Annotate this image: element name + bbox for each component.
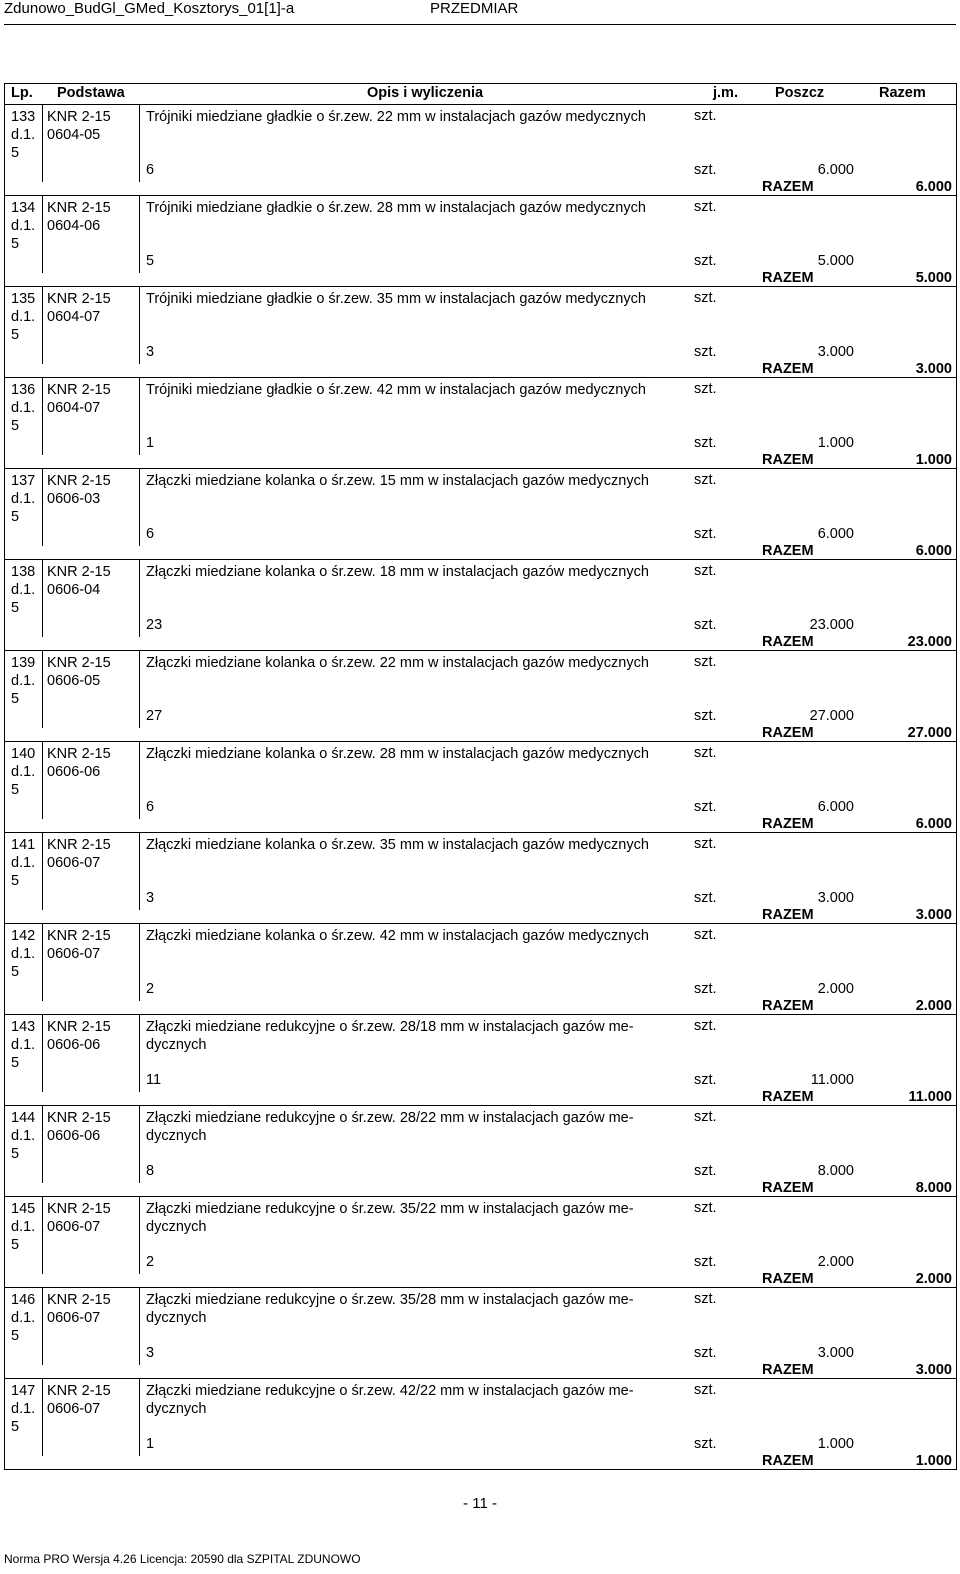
table-row xyxy=(5,1288,956,1379)
item-basis xyxy=(47,1018,111,1054)
item-number xyxy=(11,199,35,253)
total-label: RAZEM xyxy=(762,1453,814,1469)
item-basis xyxy=(47,563,111,599)
item-number-main: 147 xyxy=(11,1383,36,1399)
total-amount: 3.000 xyxy=(915,907,952,923)
item-number xyxy=(11,1018,35,1072)
total-amount: 23.000 xyxy=(907,634,952,650)
item-number-main: 134 xyxy=(11,200,36,216)
table-row xyxy=(5,924,956,1015)
item-basis xyxy=(47,199,111,235)
description-line: Złączki miedziane redukcyjne o śr.zew. 35/28 mm w instalacjach gazów me- xyxy=(146,1292,634,1308)
total-label: RAZEM xyxy=(762,816,814,832)
calculation-unit: szt. xyxy=(694,890,717,906)
item-basis xyxy=(47,1200,111,1236)
item-number-main: 139 xyxy=(11,655,36,671)
calculation-value: 6 xyxy=(146,799,155,815)
item-unit: szt. xyxy=(694,654,717,670)
item-number-section: d.1. xyxy=(11,855,36,871)
total-label: RAZEM xyxy=(762,634,814,650)
item-number-sub: 5 xyxy=(11,600,20,616)
item-number-sub: 5 xyxy=(11,1237,20,1253)
column-divider xyxy=(139,196,140,273)
item-number xyxy=(11,1291,35,1345)
item-unit: szt. xyxy=(694,1291,717,1307)
column-divider xyxy=(139,287,140,364)
partial-amount: 6.000 xyxy=(817,162,854,178)
item-number xyxy=(11,472,35,526)
table-header xyxy=(5,84,956,105)
basis-catalog: KNR 2-15 xyxy=(47,837,111,853)
item-number-section: d.1. xyxy=(11,1310,36,1326)
item-number-sub: 5 xyxy=(11,691,20,707)
item-number-section: d.1. xyxy=(11,582,36,598)
total-amount: 2.000 xyxy=(915,1271,952,1287)
calculation-unit: szt. xyxy=(694,1163,717,1179)
column-divider xyxy=(42,378,43,455)
column-divider xyxy=(42,651,43,728)
item-number-main: 145 xyxy=(11,1201,36,1217)
item-number-section: d.1. xyxy=(11,400,36,416)
item-number-main: 137 xyxy=(11,473,36,489)
column-divider xyxy=(42,105,43,182)
item-number-section: d.1. xyxy=(11,1128,36,1144)
basis-code: 0606-04 xyxy=(47,582,101,598)
table-row xyxy=(5,1197,956,1288)
total-amount: 6.000 xyxy=(915,816,952,832)
total-amount: 11.000 xyxy=(908,1089,952,1105)
table-row xyxy=(5,1106,956,1197)
item-unit: szt. xyxy=(694,290,717,306)
calculation-value: 11 xyxy=(146,1072,162,1088)
partial-amount: 5.000 xyxy=(817,253,854,269)
partial-amount: 3.000 xyxy=(817,344,854,360)
total-label: RAZEM xyxy=(762,725,814,741)
column-divider xyxy=(139,1197,140,1274)
column-divider xyxy=(42,1379,43,1456)
calculation-value: 2 xyxy=(146,1254,155,1270)
basis-catalog: KNR 2-15 xyxy=(47,109,111,125)
item-unit: szt. xyxy=(694,563,717,579)
column-divider xyxy=(139,742,140,819)
item-number-sub: 5 xyxy=(11,1328,20,1344)
column-divider xyxy=(42,1197,43,1274)
column-divider xyxy=(42,833,43,910)
item-number-main: 142 xyxy=(11,928,36,944)
table-row xyxy=(5,560,956,651)
calculation-value: 1 xyxy=(146,1436,155,1452)
item-basis xyxy=(47,381,111,417)
item-number-section: d.1. xyxy=(11,127,36,143)
column-divider xyxy=(42,1015,43,1092)
calculation-unit: szt. xyxy=(694,253,717,269)
item-number xyxy=(11,1382,35,1436)
table-row xyxy=(5,651,956,742)
total-amount: 1.000 xyxy=(915,452,952,468)
basis-code: 0606-06 xyxy=(47,764,101,780)
item-number-sub: 5 xyxy=(11,1419,20,1435)
partial-amount: 3.000 xyxy=(817,890,854,906)
column-divider xyxy=(139,833,140,910)
item-number-main: 138 xyxy=(11,564,36,580)
table-row xyxy=(5,378,956,469)
calculation-unit: szt. xyxy=(694,1345,717,1361)
item-number-section: d.1. xyxy=(11,764,36,780)
item-description: Trójniki miedziane gładkie o śr.zew. 22 mm w instalacjach gazów medycznych xyxy=(146,109,646,125)
item-description: Złączki miedziane kolanka o śr.zew. 15 mm w instalacjach gazów medycznych xyxy=(146,473,649,489)
basis-catalog: KNR 2-15 xyxy=(47,1201,111,1217)
partial-amount: 2.000 xyxy=(817,981,854,997)
item-basis xyxy=(47,290,111,326)
item-number xyxy=(11,1200,35,1254)
description-line: Złączki miedziane redukcyjne o śr.zew. 42/22 mm w instalacjach gazów me- xyxy=(146,1383,634,1399)
calculation-unit: szt. xyxy=(694,981,717,997)
total-label: RAZEM xyxy=(762,361,814,377)
item-number-sub: 5 xyxy=(11,236,20,252)
total-amount: 8.000 xyxy=(915,1180,952,1196)
column-divider xyxy=(42,287,43,364)
basis-catalog: KNR 2-15 xyxy=(47,291,111,307)
basis-catalog: KNR 2-15 xyxy=(47,382,111,398)
item-number-section: d.1. xyxy=(11,491,36,507)
partial-amount: 1.000 xyxy=(817,435,854,451)
basis-catalog: KNR 2-15 xyxy=(47,1110,111,1126)
item-basis xyxy=(47,1291,111,1327)
col-header-poszcz: Poszcz xyxy=(775,85,825,101)
item-basis xyxy=(47,654,111,690)
basis-code: 0604-06 xyxy=(47,218,101,234)
table-row xyxy=(5,1015,956,1106)
item-basis xyxy=(47,472,111,508)
item-unit: szt. xyxy=(694,836,717,852)
table-row xyxy=(5,1379,956,1469)
basis-code: 0606-07 xyxy=(47,1310,101,1326)
item-unit: szt. xyxy=(694,1382,717,1398)
total-amount: 2.000 xyxy=(915,998,952,1014)
calculation-unit: szt. xyxy=(694,708,717,724)
item-number xyxy=(11,745,35,799)
description-line: dycznych xyxy=(146,1128,207,1144)
column-divider xyxy=(139,1288,140,1365)
col-header-opis: Opis i wyliczenia xyxy=(367,85,484,101)
item-unit: szt. xyxy=(694,745,717,761)
item-unit: szt. xyxy=(694,927,717,943)
item-description: Trójniki miedziane gładkie o śr.zew. 28 mm w instalacjach gazów medycznych xyxy=(146,200,646,216)
item-number xyxy=(11,563,35,617)
col-header-lp: Lp. xyxy=(11,85,33,101)
total-amount: 6.000 xyxy=(915,543,952,559)
description-line: Złączki miedziane redukcyjne o śr.zew. 28/18 mm w instalacjach gazów me- xyxy=(146,1019,634,1035)
basis-code: 0606-06 xyxy=(47,1128,101,1144)
column-divider xyxy=(139,924,140,1001)
partial-amount: 2.000 xyxy=(817,1254,854,1270)
item-description: Złączki miedziane kolanka o śr.zew. 35 mm w instalacjach gazów medycznych xyxy=(146,837,649,853)
item-number xyxy=(11,836,35,890)
total-amount: 27.000 xyxy=(907,725,952,741)
basis-catalog: KNR 2-15 xyxy=(47,473,111,489)
total-label: RAZEM xyxy=(762,1089,814,1105)
item-unit: szt. xyxy=(694,108,717,124)
item-number xyxy=(11,381,35,435)
description-line: dycznych xyxy=(146,1401,207,1417)
item-basis xyxy=(47,108,111,144)
partial-amount: 6.000 xyxy=(817,799,854,815)
calculation-value: 23 xyxy=(146,617,163,633)
partial-amount: 1.000 xyxy=(817,1436,854,1452)
item-number-sub: 5 xyxy=(11,1055,20,1071)
item-basis xyxy=(47,745,111,781)
item-number-sub: 5 xyxy=(11,964,20,980)
total-amount: 6.000 xyxy=(915,179,952,195)
item-number-sub: 5 xyxy=(11,418,20,434)
basis-code: 0604-07 xyxy=(47,400,101,416)
item-number-sub: 5 xyxy=(11,509,20,525)
item-number-section: d.1. xyxy=(11,673,36,689)
item-description xyxy=(146,1109,681,1145)
total-label: RAZEM xyxy=(762,270,814,286)
basis-catalog: KNR 2-15 xyxy=(47,746,111,762)
total-label: RAZEM xyxy=(762,998,814,1014)
basis-catalog: KNR 2-15 xyxy=(47,564,111,580)
table-row xyxy=(5,833,956,924)
basis-code: 0606-06 xyxy=(47,1037,101,1053)
basis-code: 0606-07 xyxy=(47,1401,101,1417)
item-description: Złączki miedziane kolanka o śr.zew. 18 mm w instalacjach gazów medycznych xyxy=(146,564,649,580)
calculation-value: 2 xyxy=(146,981,155,997)
table-row xyxy=(5,469,956,560)
item-number-section: d.1. xyxy=(11,1219,36,1235)
description-line: dycznych xyxy=(146,1310,207,1326)
basis-code: 0604-07 xyxy=(47,309,101,325)
calculation-value: 8 xyxy=(146,1163,155,1179)
item-description xyxy=(146,1018,681,1054)
partial-amount: 6.000 xyxy=(817,526,854,542)
basis-catalog: KNR 2-15 xyxy=(47,200,111,216)
calculation-value: 3 xyxy=(146,344,155,360)
table-row xyxy=(5,196,956,287)
column-divider xyxy=(42,1106,43,1183)
item-number-main: 135 xyxy=(11,291,36,307)
table-row xyxy=(5,742,956,833)
basis-catalog: KNR 2-15 xyxy=(47,1292,111,1308)
col-header-podstawa: Podstawa xyxy=(57,85,125,101)
table-body xyxy=(5,105,956,1469)
item-number-main: 143 xyxy=(11,1019,36,1035)
document-filename: Zdunowo_BudGl_GMed_Kosztorys_01[1]-a xyxy=(4,0,295,17)
calculation-value: 6 xyxy=(146,526,155,542)
item-number-section: d.1. xyxy=(11,1401,36,1417)
item-number xyxy=(11,654,35,708)
column-divider xyxy=(42,196,43,273)
calculation-value: 3 xyxy=(146,1345,155,1361)
partial-amount: 3.000 xyxy=(817,1345,854,1361)
total-amount: 5.000 xyxy=(915,270,952,286)
total-label: RAZEM xyxy=(762,1362,814,1378)
basis-catalog: KNR 2-15 xyxy=(47,1019,111,1035)
column-divider xyxy=(42,742,43,819)
item-unit: szt. xyxy=(694,1200,717,1216)
column-divider xyxy=(139,1015,140,1092)
item-basis xyxy=(47,836,111,872)
partial-amount: 27.000 xyxy=(809,708,854,724)
calculation-value: 5 xyxy=(146,253,155,269)
column-divider xyxy=(139,560,140,637)
calculation-unit: szt. xyxy=(694,1436,717,1452)
estimate-table xyxy=(4,83,957,1470)
item-unit: szt. xyxy=(694,381,717,397)
calculation-unit: szt. xyxy=(694,435,717,451)
description-line: Złączki miedziane redukcyjne o śr.zew. 28/22 mm w instalacjach gazów me- xyxy=(146,1110,634,1126)
partial-amount: 23.000 xyxy=(809,617,854,633)
column-divider xyxy=(139,105,140,182)
column-divider xyxy=(139,1106,140,1183)
item-number xyxy=(11,1109,35,1163)
calculation-unit: szt. xyxy=(694,526,717,542)
calculation-unit: szt. xyxy=(694,1254,717,1270)
item-number xyxy=(11,290,35,344)
item-unit: szt. xyxy=(694,1109,717,1125)
description-line: dycznych xyxy=(146,1037,207,1053)
partial-amount: 11.000 xyxy=(810,1072,854,1088)
total-amount: 3.000 xyxy=(915,1362,952,1378)
item-number-section: d.1. xyxy=(11,218,36,234)
item-number-section: d.1. xyxy=(11,309,36,325)
calculation-unit: szt. xyxy=(694,1072,717,1088)
column-divider xyxy=(42,1288,43,1365)
table-row xyxy=(5,105,956,196)
column-divider xyxy=(42,924,43,1001)
item-number xyxy=(11,108,35,162)
item-number-main: 136 xyxy=(11,382,36,398)
basis-code: 0606-05 xyxy=(47,673,101,689)
total-label: RAZEM xyxy=(762,543,814,559)
calculation-unit: szt. xyxy=(694,617,717,633)
description-line: Złączki miedziane redukcyjne o śr.zew. 35/22 mm w instalacjach gazów me- xyxy=(146,1201,634,1217)
basis-code: 0604-05 xyxy=(47,127,101,143)
item-description xyxy=(146,1382,681,1418)
total-label: RAZEM xyxy=(762,907,814,923)
partial-amount: 8.000 xyxy=(817,1163,854,1179)
column-divider xyxy=(139,378,140,455)
software-footer: Norma PRO Wersja 4.26 Licencja: 20590 dla SZPITAL ZDUNOWO xyxy=(4,1552,361,1566)
total-label: RAZEM xyxy=(762,179,814,195)
header-rule xyxy=(4,24,956,25)
item-description xyxy=(146,1291,681,1327)
item-unit: szt. xyxy=(694,472,717,488)
total-amount: 3.000 xyxy=(915,361,952,377)
basis-catalog: KNR 2-15 xyxy=(47,655,111,671)
item-number-sub: 5 xyxy=(11,782,20,798)
column-divider xyxy=(42,560,43,637)
item-basis xyxy=(47,1109,111,1145)
item-description: Złączki miedziane kolanka o śr.zew. 42 mm w instalacjach gazów medycznych xyxy=(146,928,649,944)
total-label: RAZEM xyxy=(762,452,814,468)
calculation-value: 6 xyxy=(146,162,155,178)
item-unit: szt. xyxy=(694,199,717,215)
item-number xyxy=(11,927,35,981)
item-number-main: 146 xyxy=(11,1292,36,1308)
basis-code: 0606-07 xyxy=(47,1219,101,1235)
item-basis xyxy=(47,1382,111,1418)
item-description: Trójniki miedziane gładkie o śr.zew. 42 mm w instalacjach gazów medycznych xyxy=(146,382,646,398)
col-header-razem: Razem xyxy=(879,85,926,101)
col-header-jm: j.m. xyxy=(713,85,738,101)
calculation-value: 27 xyxy=(146,708,163,724)
item-description: Złączki miedziane kolanka o śr.zew. 22 mm w instalacjach gazów medycznych xyxy=(146,655,649,671)
item-number-sub: 5 xyxy=(11,873,20,889)
column-divider xyxy=(139,469,140,546)
item-unit: szt. xyxy=(694,1018,717,1034)
total-amount: 1.000 xyxy=(915,1453,952,1469)
item-description: Trójniki miedziane gładkie o śr.zew. 35 mm w instalacjach gazów medycznych xyxy=(146,291,646,307)
item-number-section: d.1. xyxy=(11,1037,36,1053)
basis-code: 0606-07 xyxy=(47,855,101,871)
item-number-sub: 5 xyxy=(11,1146,20,1162)
basis-code: 0606-03 xyxy=(47,491,101,507)
item-number-main: 144 xyxy=(11,1110,36,1126)
item-number-main: 141 xyxy=(11,837,36,853)
item-description: Złączki miedziane kolanka o śr.zew. 28 mm w instalacjach gazów medycznych xyxy=(146,746,649,762)
column-divider xyxy=(42,469,43,546)
calculation-unit: szt. xyxy=(694,344,717,360)
calculation-unit: szt. xyxy=(694,799,717,815)
column-divider xyxy=(139,1379,140,1456)
basis-catalog: KNR 2-15 xyxy=(47,928,111,944)
item-number-section: d.1. xyxy=(11,946,36,962)
column-divider xyxy=(139,651,140,728)
total-label: RAZEM xyxy=(762,1271,814,1287)
page-number: - 11 - xyxy=(463,1495,497,1512)
item-number-main: 140 xyxy=(11,746,36,762)
item-number-main: 133 xyxy=(11,109,36,125)
total-label: RAZEM xyxy=(762,1180,814,1196)
item-number-sub: 5 xyxy=(11,327,20,343)
calculation-value: 1 xyxy=(146,435,155,451)
calculation-value: 3 xyxy=(146,890,155,906)
basis-code: 0606-07 xyxy=(47,946,101,962)
item-number-sub: 5 xyxy=(11,145,20,161)
basis-catalog: KNR 2-15 xyxy=(47,1383,111,1399)
calculation-unit: szt. xyxy=(694,162,717,178)
item-basis xyxy=(47,927,111,963)
item-description xyxy=(146,1200,681,1236)
document-title: PRZEDMIAR xyxy=(430,0,519,17)
description-line: dycznych xyxy=(146,1219,207,1235)
table-row xyxy=(5,287,956,378)
